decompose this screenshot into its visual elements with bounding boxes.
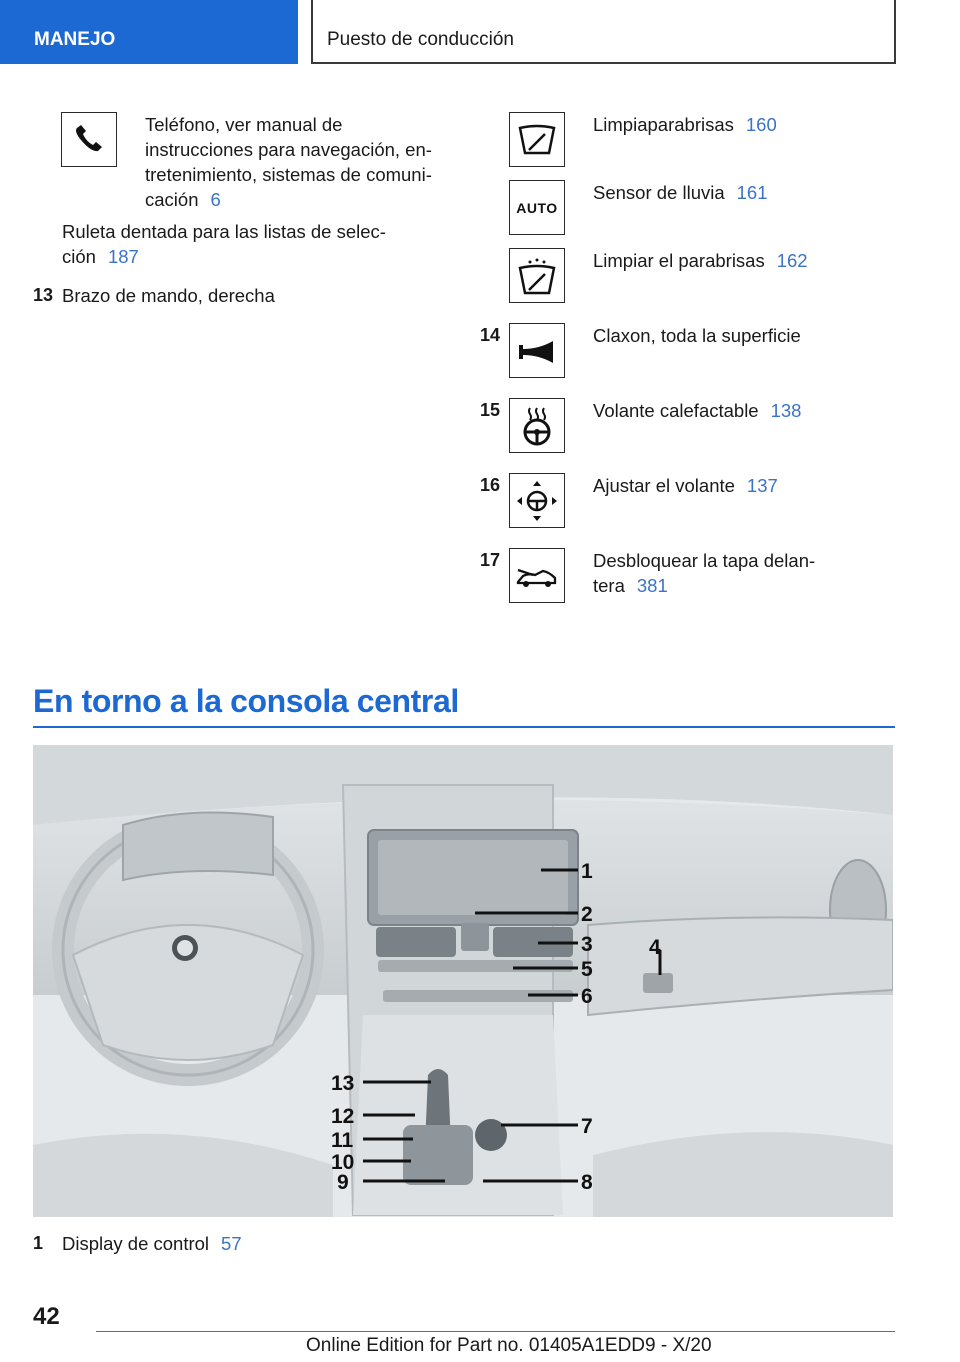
heading-rule [33,726,895,728]
center-console-figure [33,745,893,1217]
page-ref[interactable]: 162 [776,250,808,271]
figure-label: 8 [581,1171,593,1194]
phone-description: Teléfono, ver manual de instrucciones para navegación, en- tretenimiento, sistemas de comuni- cación 6 [145,114,432,210]
figure-label: 10 [331,1151,355,1174]
figure-label: 1 [581,860,593,883]
figure-label: 11 [331,1129,354,1152]
item-number: 1 [33,1233,44,1253]
item-number: 15 [480,400,501,420]
page-ref[interactable]: 161 [736,182,768,203]
item-text: Sensor de lluvia 161 [593,182,768,203]
item-text: Limpiaparabrisas 160 [593,114,777,135]
thumbwheel-description: Ruleta dentada para las listas de selec- ción 187 [62,221,386,267]
phone-icon [61,112,117,167]
footer-rule [96,1331,895,1332]
item-number: 16 [480,475,501,495]
figure-label: 3 [581,933,593,956]
figure-label: 5 [581,958,593,981]
figure-label: 12 [331,1105,355,1128]
item-text: Limpiar el parabrisas 162 [593,250,808,271]
item-text: Ajustar el volante 137 [593,475,778,496]
wiper-icon [509,112,565,167]
figure-label: 6 [581,985,593,1008]
figure-label: 9 [337,1171,349,1194]
horn-icon [509,323,565,378]
item-number: 13 [33,285,54,305]
page-ref[interactable]: 187 [107,246,139,267]
steering-adjust-icon [509,473,565,528]
figure-label: 4 [649,936,661,959]
page-ref[interactable]: 160 [745,114,777,135]
item-number: 17 [480,550,501,570]
section-tab[interactable]: MANEJO [0,0,298,64]
page-ref[interactable]: 137 [746,475,778,496]
hood-release-icon [509,548,565,603]
washer-icon [509,248,565,303]
page-ref[interactable]: 6 [210,189,221,210]
figure-label: 7 [581,1115,593,1138]
heated-steering-wheel-icon [509,398,565,453]
item-number: 14 [480,325,501,345]
item-text: Brazo de mando, derecha [62,285,275,306]
item-text: Claxon, toda la superficie [593,325,801,346]
auto-icon: AUTO [509,180,565,235]
page-ref[interactable]: 57 [221,1233,242,1254]
item-text: Desbloquear la tapa delan- tera 381 [593,550,816,596]
chapter-title: Puesto de conducción [311,0,896,64]
figure-label: 13 [331,1072,355,1095]
footer-edition: Online Edition for Part no. 01405A1EDD9 - X/20 [306,1335,712,1356]
item-text: Volante calefactable 138 [593,400,802,421]
figure-label: 2 [581,903,593,926]
page-ref[interactable]: 138 [770,400,802,421]
item-text: Display de control 57 [62,1233,242,1254]
page-number: 42 [33,1303,60,1330]
section-heading: En torno a la consola central [33,683,459,719]
page-ref[interactable]: 381 [636,575,668,596]
